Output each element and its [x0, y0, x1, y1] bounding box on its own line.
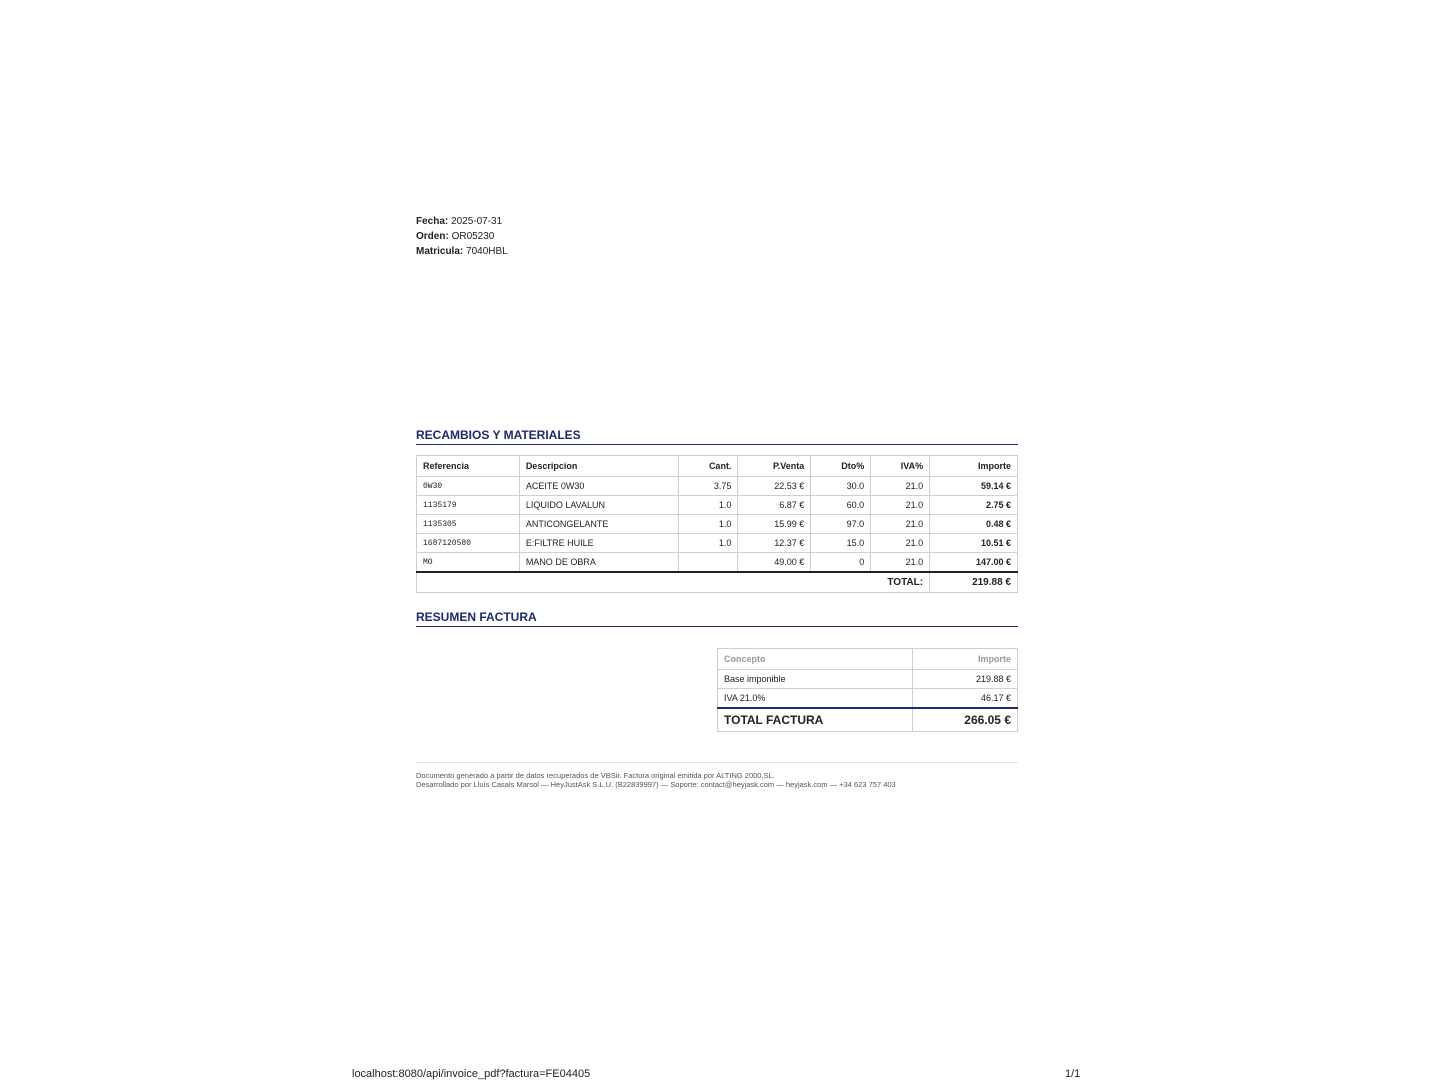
table-row	[417, 477, 1018, 496]
cell-iva: 21.0	[871, 553, 930, 573]
print-page-number: 1/1	[1065, 1068, 1081, 1080]
cell-cant: 1.0	[678, 496, 738, 515]
col-header-concepto: Concepto	[718, 649, 913, 670]
cell-dto: 30.0	[811, 477, 871, 496]
cell-descripcion: E:FILTRE HUILE	[519, 534, 678, 553]
cell-referencia: 1135305	[417, 515, 520, 534]
col-header-importe: Importe	[930, 456, 1018, 477]
cell-dto: 15.0	[811, 534, 871, 553]
print-url: localhost:8080/api/invoice_pdf?factura=FE04405	[352, 1068, 591, 1080]
resumen-section-title: RESUMEN FACTURA	[416, 610, 1018, 627]
cell-importe: 59.14 €	[930, 477, 1018, 496]
fecha-value: 2025-07-31	[451, 216, 503, 227]
cell-dto: 60.0	[811, 496, 871, 515]
cell-concepto: Base imponible	[718, 670, 913, 689]
col-header-referencia: Referencia	[417, 456, 520, 477]
recambios-table	[416, 455, 1018, 593]
cell-descripcion: ACEITE 0W30	[519, 477, 678, 496]
cell-iva: 21.0	[871, 534, 930, 553]
resumen-header-row	[718, 649, 1018, 670]
table-row	[718, 670, 1018, 689]
cell-importe: 46.17 €	[913, 689, 1018, 709]
cell-cant: 1.0	[678, 534, 738, 553]
col-header-cant: Cant.	[678, 456, 738, 477]
fecha-row	[416, 214, 508, 229]
fecha-label: Fecha:	[416, 216, 449, 227]
cell-descripcion: MANO DE OBRA	[519, 553, 678, 573]
cell-pventa: 15.99 €	[738, 515, 811, 534]
matricula-row	[416, 244, 508, 259]
col-header-pventa: P.Venta	[738, 456, 811, 477]
cell-referencia: 0W30	[417, 477, 520, 496]
total-factura-value: 266.05 €	[913, 708, 1018, 732]
cell-pventa: 49.00 €	[738, 553, 811, 573]
recambios-total-row	[417, 572, 1018, 593]
cell-pventa: 12.37 €	[738, 534, 811, 553]
resumen-table	[717, 648, 1018, 732]
footer-line-source: Documento generado a partir de datos recuperados de VBSir. Factura original emitida por ALTING 2000,SL.	[416, 771, 775, 780]
total-factura-row	[718, 708, 1018, 732]
matricula-label: Matricula:	[416, 246, 464, 257]
cell-concepto: IVA 21.0%	[718, 689, 913, 709]
cell-descripcion: LIQUIDO LAVALUN	[519, 496, 678, 515]
footer-line-developer: Desarrollado por Lluís Casals Marsol — HeyJustAsk S.L.U. (B22839997) — Soporte: contact@heyjask.com — heyjask.com — +34 623 757 403	[416, 780, 896, 789]
cell-descripcion: ANTICONGELANTE	[519, 515, 678, 534]
cell-referencia: 1687120580	[417, 534, 520, 553]
recambios-header-row	[417, 456, 1018, 477]
recambios-section-title: RECAMBIOS Y MATERIALES	[416, 428, 1018, 445]
invoice-meta	[416, 214, 508, 259]
total-factura-label: TOTAL FACTURA	[718, 708, 913, 732]
table-row	[417, 515, 1018, 534]
cell-importe: 147.00 €	[930, 553, 1018, 573]
cell-importe: 219.88 €	[913, 670, 1018, 689]
col-header-iva: IVA%	[871, 456, 930, 477]
cell-cant: 3.75	[678, 477, 738, 496]
cell-pventa: 6.87 €	[738, 496, 811, 515]
cell-referencia: 1135179	[417, 496, 520, 515]
col-header-dto: Dto%	[811, 456, 871, 477]
table-row	[417, 496, 1018, 515]
cell-dto: 97.0	[811, 515, 871, 534]
cell-importe: 2.75 €	[930, 496, 1018, 515]
cell-dto: 0	[811, 553, 871, 573]
table-row	[718, 689, 1018, 709]
matricula-value: 7040HBL	[466, 246, 508, 257]
col-header-importe: Importe	[913, 649, 1018, 670]
table-row	[417, 534, 1018, 553]
cell-importe: 0.48 €	[930, 515, 1018, 534]
cell-referencia: MO	[417, 553, 520, 573]
table-row	[417, 553, 1018, 573]
orden-row	[416, 229, 508, 244]
orden-value: OR05230	[451, 231, 495, 242]
recambios-total-label: TOTAL:	[417, 572, 930, 593]
document-footer	[416, 762, 1018, 789]
cell-importe: 10.51 €	[930, 534, 1018, 553]
cell-iva: 21.0	[871, 496, 930, 515]
cell-iva: 21.0	[871, 477, 930, 496]
orden-label: Orden:	[416, 231, 449, 242]
recambios-total-value: 219.88 €	[930, 572, 1018, 593]
cell-cant	[678, 553, 738, 573]
cell-pventa: 22.53 €	[738, 477, 811, 496]
cell-iva: 21.0	[871, 515, 930, 534]
col-header-descripcion: Descripcion	[519, 456, 678, 477]
cell-cant: 1.0	[678, 515, 738, 534]
